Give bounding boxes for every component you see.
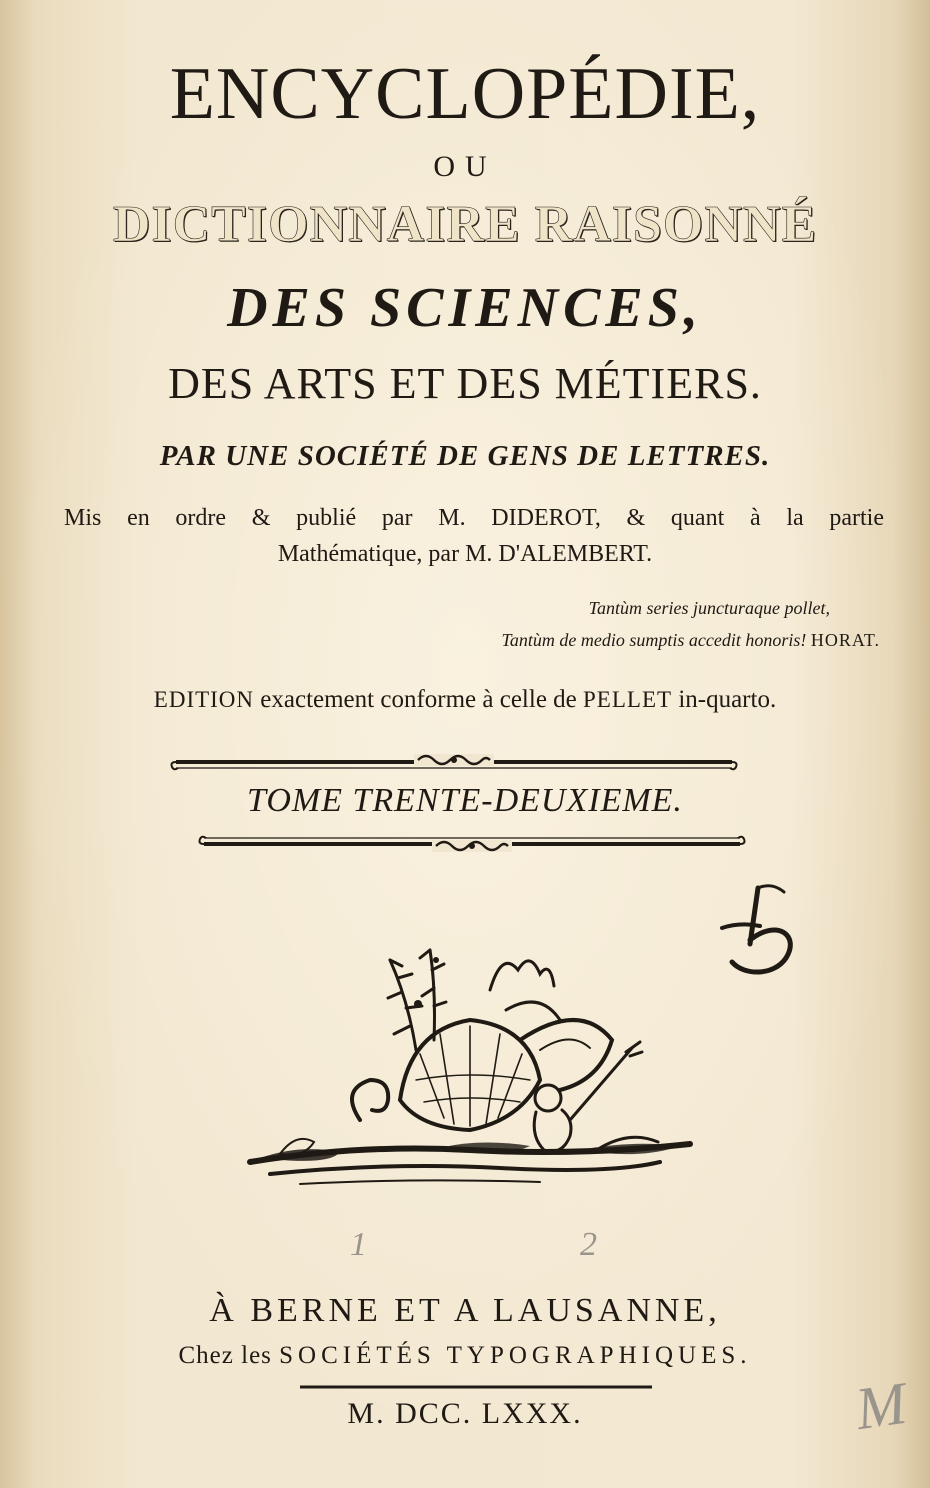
- imprint-rule: [298, 1382, 654, 1392]
- arts-line: DES ARTS ET DES MÉTIERS.: [168, 359, 762, 408]
- pencil-number-1: 1: [350, 1226, 367, 1263]
- pencil-corner-mark: M: [851, 1369, 911, 1443]
- volume-title: TOME TRENTE-DEUXIEME.: [247, 782, 683, 819]
- imprint-date: M. DCC. LXXX.: [347, 1397, 583, 1430]
- society-line: PAR UNE SOCIÉTÉ DE GENS DE LETTRES.: [159, 440, 771, 472]
- imprint-place: À BERNE ET A LAUSANNE,: [209, 1292, 721, 1329]
- book-title: ENCYCLOPÉDIE,: [169, 53, 761, 135]
- pencil-number-2: 2: [580, 1226, 597, 1263]
- woodcut-vignette-image: [240, 930, 700, 1200]
- imprint-publisher-line: [0, 1342, 930, 1370]
- sciences-line: DES SCIENCES,: [227, 277, 703, 339]
- epigraph-verse: Tantùm de medio sumptis accedit honoris!: [501, 630, 807, 650]
- imprint-publisher: SOCIÉTÉS TYPOGRAPHIQUES.: [279, 1342, 752, 1369]
- ornament-rule-bottom: [198, 828, 746, 856]
- editors-line-2: Mathématique, par M. D'ALEMBERT.: [277, 541, 653, 567]
- edition-word: EDITION: [153, 687, 255, 712]
- imprint-chez: Chez les: [178, 1342, 272, 1369]
- subtitle: DICTIONNAIRE RAISONNÉ: [112, 196, 818, 253]
- epigraph-line-1: Tantùm series juncturaque pollet,: [588, 598, 830, 618]
- conjunction: OU: [433, 150, 497, 183]
- edition-end: in-quarto.: [672, 686, 777, 713]
- editors-line-1: Mis en ordre & publié par M. DIDEROT, & quant à la partie: [64, 505, 884, 531]
- epigraph-line-2: [0, 630, 880, 651]
- edition-line: [0, 686, 930, 714]
- ornament-rule-top: [170, 748, 738, 776]
- handwritten-mark: [700, 878, 810, 988]
- edition-middle: exactement conforme à celle de: [254, 686, 584, 713]
- epigraph-author: HORAT.: [810, 630, 880, 650]
- edition-name: PELLET: [583, 687, 673, 712]
